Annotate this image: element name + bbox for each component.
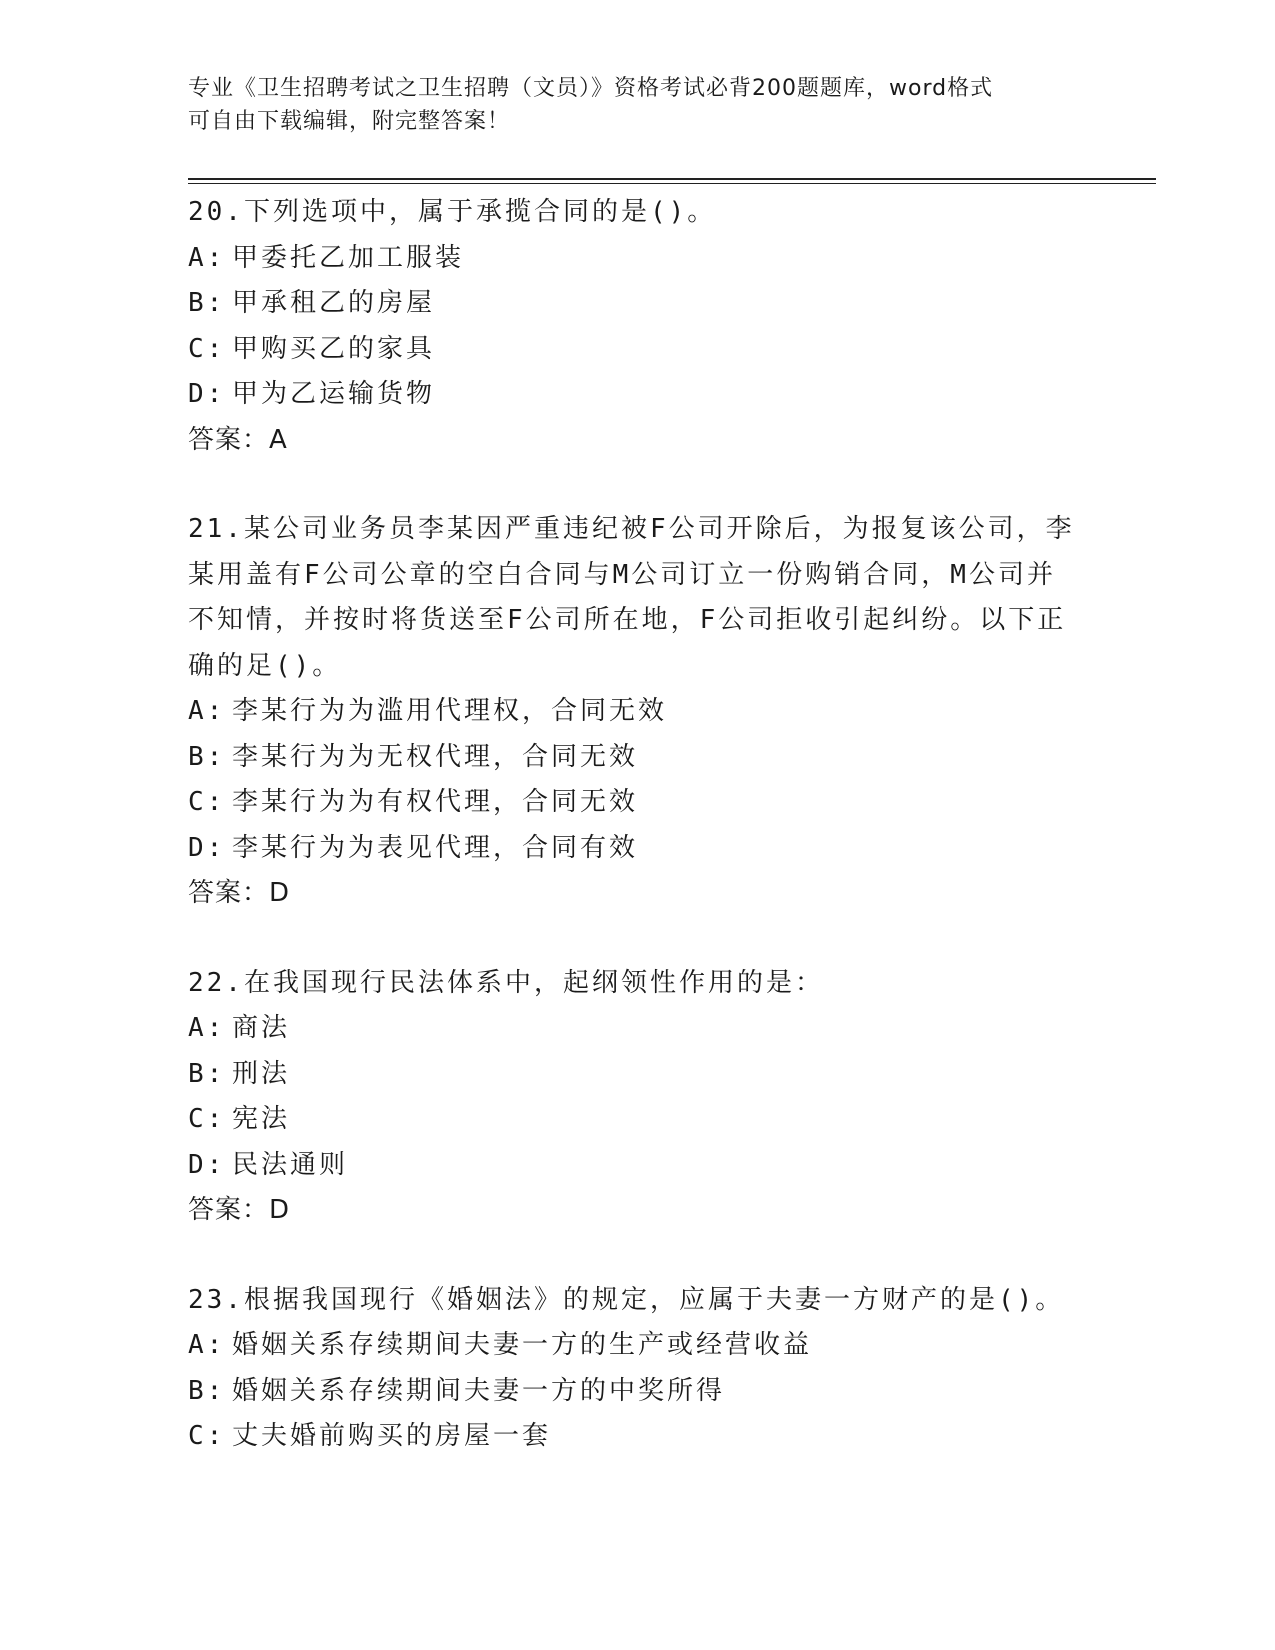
option-letter: B:	[188, 1058, 226, 1089]
header-line-2: 可自由下载编辑，附完整答案！	[188, 109, 511, 134]
option-c	[188, 1414, 1088, 1460]
question-stem-line: 22.在我国现行民法体系中，起纲领性作用的是：	[188, 967, 824, 998]
answer-line: 答案：D	[188, 1195, 291, 1225]
option-text: 婚姻关系存续期间夫妻一方的生产或经营收益	[232, 1330, 813, 1360]
question-20	[188, 190, 1088, 463]
option-text: 宪法	[232, 1104, 291, 1134]
option-letter: B:	[188, 741, 226, 772]
option-text: 商法	[232, 1013, 291, 1043]
option-letter: C:	[188, 1421, 226, 1451]
option-d	[188, 826, 1088, 872]
option-c	[188, 780, 1088, 826]
option-text: 婚姻关系存续期间夫妻一方的中奖所得	[232, 1375, 726, 1406]
option-text: 李某行为为无权代理，合同无效	[232, 741, 639, 772]
option-letter: B:	[188, 1375, 226, 1406]
question-stem-line: 某用盖有F公司公章的空白合同与M公司订立一份购销合同，M公司并	[188, 559, 1056, 590]
option-letter: A:	[188, 1330, 226, 1360]
option-text: 甲为乙运输货物	[232, 379, 436, 409]
option-text: 丈夫婚前购买的房屋一套	[232, 1421, 552, 1451]
header-divider-thin	[188, 183, 1156, 184]
option-letter: A:	[188, 242, 226, 273]
question-stem-line: 21.某公司业务员李某因严重违纪被F公司开除后，为报复该公司，李	[188, 514, 1075, 544]
option-b	[188, 1052, 1088, 1098]
option-text: 民法通则	[232, 1149, 349, 1180]
option-d	[188, 1143, 1088, 1189]
option-b	[188, 1369, 1088, 1415]
option-letter: A:	[188, 696, 226, 726]
option-text: 李某行为为表见代理，合同有效	[232, 832, 639, 863]
document-header	[188, 72, 1068, 138]
answer-line: 答案：A	[188, 424, 288, 455]
option-a	[188, 689, 1088, 735]
header-line-1: 专业《卫生招聘考试之卫生招聘（文员）》资格考试必背200题题库，word格式	[188, 76, 994, 101]
option-letter: C:	[188, 787, 226, 817]
option-a	[188, 1006, 1088, 1052]
option-letter: A:	[188, 1013, 226, 1043]
option-text: 甲承租乙的房屋	[232, 288, 436, 318]
question-23	[188, 1278, 1088, 1460]
option-letter: B:	[188, 288, 226, 318]
option-b	[188, 735, 1088, 781]
option-text: 李某行为为滥用代理权，合同无效	[232, 696, 668, 726]
option-letter: D:	[188, 1149, 226, 1180]
option-letter: C:	[188, 1104, 226, 1134]
option-b	[188, 281, 1088, 327]
option-letter: C:	[188, 333, 226, 364]
question-list	[188, 190, 1088, 1504]
option-text: 李某行为为有权代理，合同无效	[232, 787, 639, 817]
option-c	[188, 1097, 1088, 1143]
option-text: 刑法	[232, 1058, 291, 1089]
answer-line: 答案：D	[188, 878, 291, 908]
question-stem-line: 20.下列选项中，属于承揽合同的是()。	[188, 197, 717, 227]
option-c	[188, 327, 1088, 373]
question-stem-line: 不知情，并按时将货送至F公司所在地，F公司拒收引起纠纷。以下正	[188, 605, 1067, 635]
header-divider-thick	[188, 178, 1156, 180]
question-22	[188, 961, 1088, 1234]
question-stem-line: 23.根据我国现行《婚姻法》的规定，应属于夫妻一方财产的是()。	[188, 1284, 1065, 1315]
option-d	[188, 372, 1088, 418]
question-21	[188, 507, 1088, 917]
option-a	[188, 1323, 1088, 1369]
option-text: 甲委托乙加工服装	[232, 242, 465, 273]
option-text: 甲购买乙的家具	[232, 333, 436, 364]
option-letter: D:	[188, 832, 226, 863]
question-stem-line: 确的足()。	[188, 650, 342, 681]
option-a	[188, 236, 1088, 282]
option-letter: D:	[188, 379, 226, 409]
